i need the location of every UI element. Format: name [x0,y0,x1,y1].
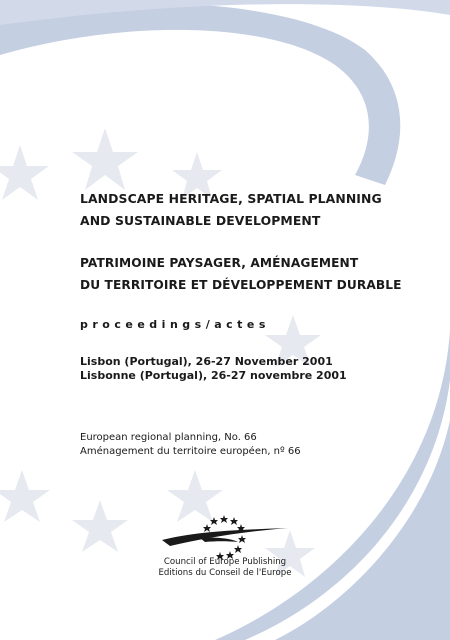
publisher [145,557,305,579]
english-title-line2: AND SUSTAINABLE DEVELOPMENT [80,213,321,228]
council-of-europe-logo-icon [160,510,290,560]
event-english: Lisbon (Portugal), 26-27 November 2001 [80,355,333,368]
french-title-line1: PATRIMOINE PAYSAGER, AMÉNAGEMENT [80,256,359,270]
star-icon [0,470,50,522]
star-icon [0,145,49,200]
english-title-line1: LANDSCAPE HERITAGE, SPATIAL PLANNING [80,191,382,206]
event-french: Lisbonne (Portugal), 26-27 novembre 2001 [80,369,347,382]
series-info [80,431,301,458]
proceedings-subtitle: proceedings/actes [80,318,270,331]
star-icon [72,500,128,552]
french-title-line2: DU TERRITOIRE ET DÉVELOPPEMENT DURABLE [80,278,402,292]
publisher-english: Council of Europe Publishing [163,557,287,567]
english-title [80,188,440,232]
series-english: European regional planning, No. 66 [80,432,257,443]
star-icon [72,128,138,190]
french-title [80,252,440,296]
publisher-french: Editions du Conseil de l'Europe [158,568,292,578]
blue-swoosh-band [0,3,400,185]
series-french: Aménagement du territoire européen, nº 66 [80,445,301,457]
event-details [80,355,347,383]
